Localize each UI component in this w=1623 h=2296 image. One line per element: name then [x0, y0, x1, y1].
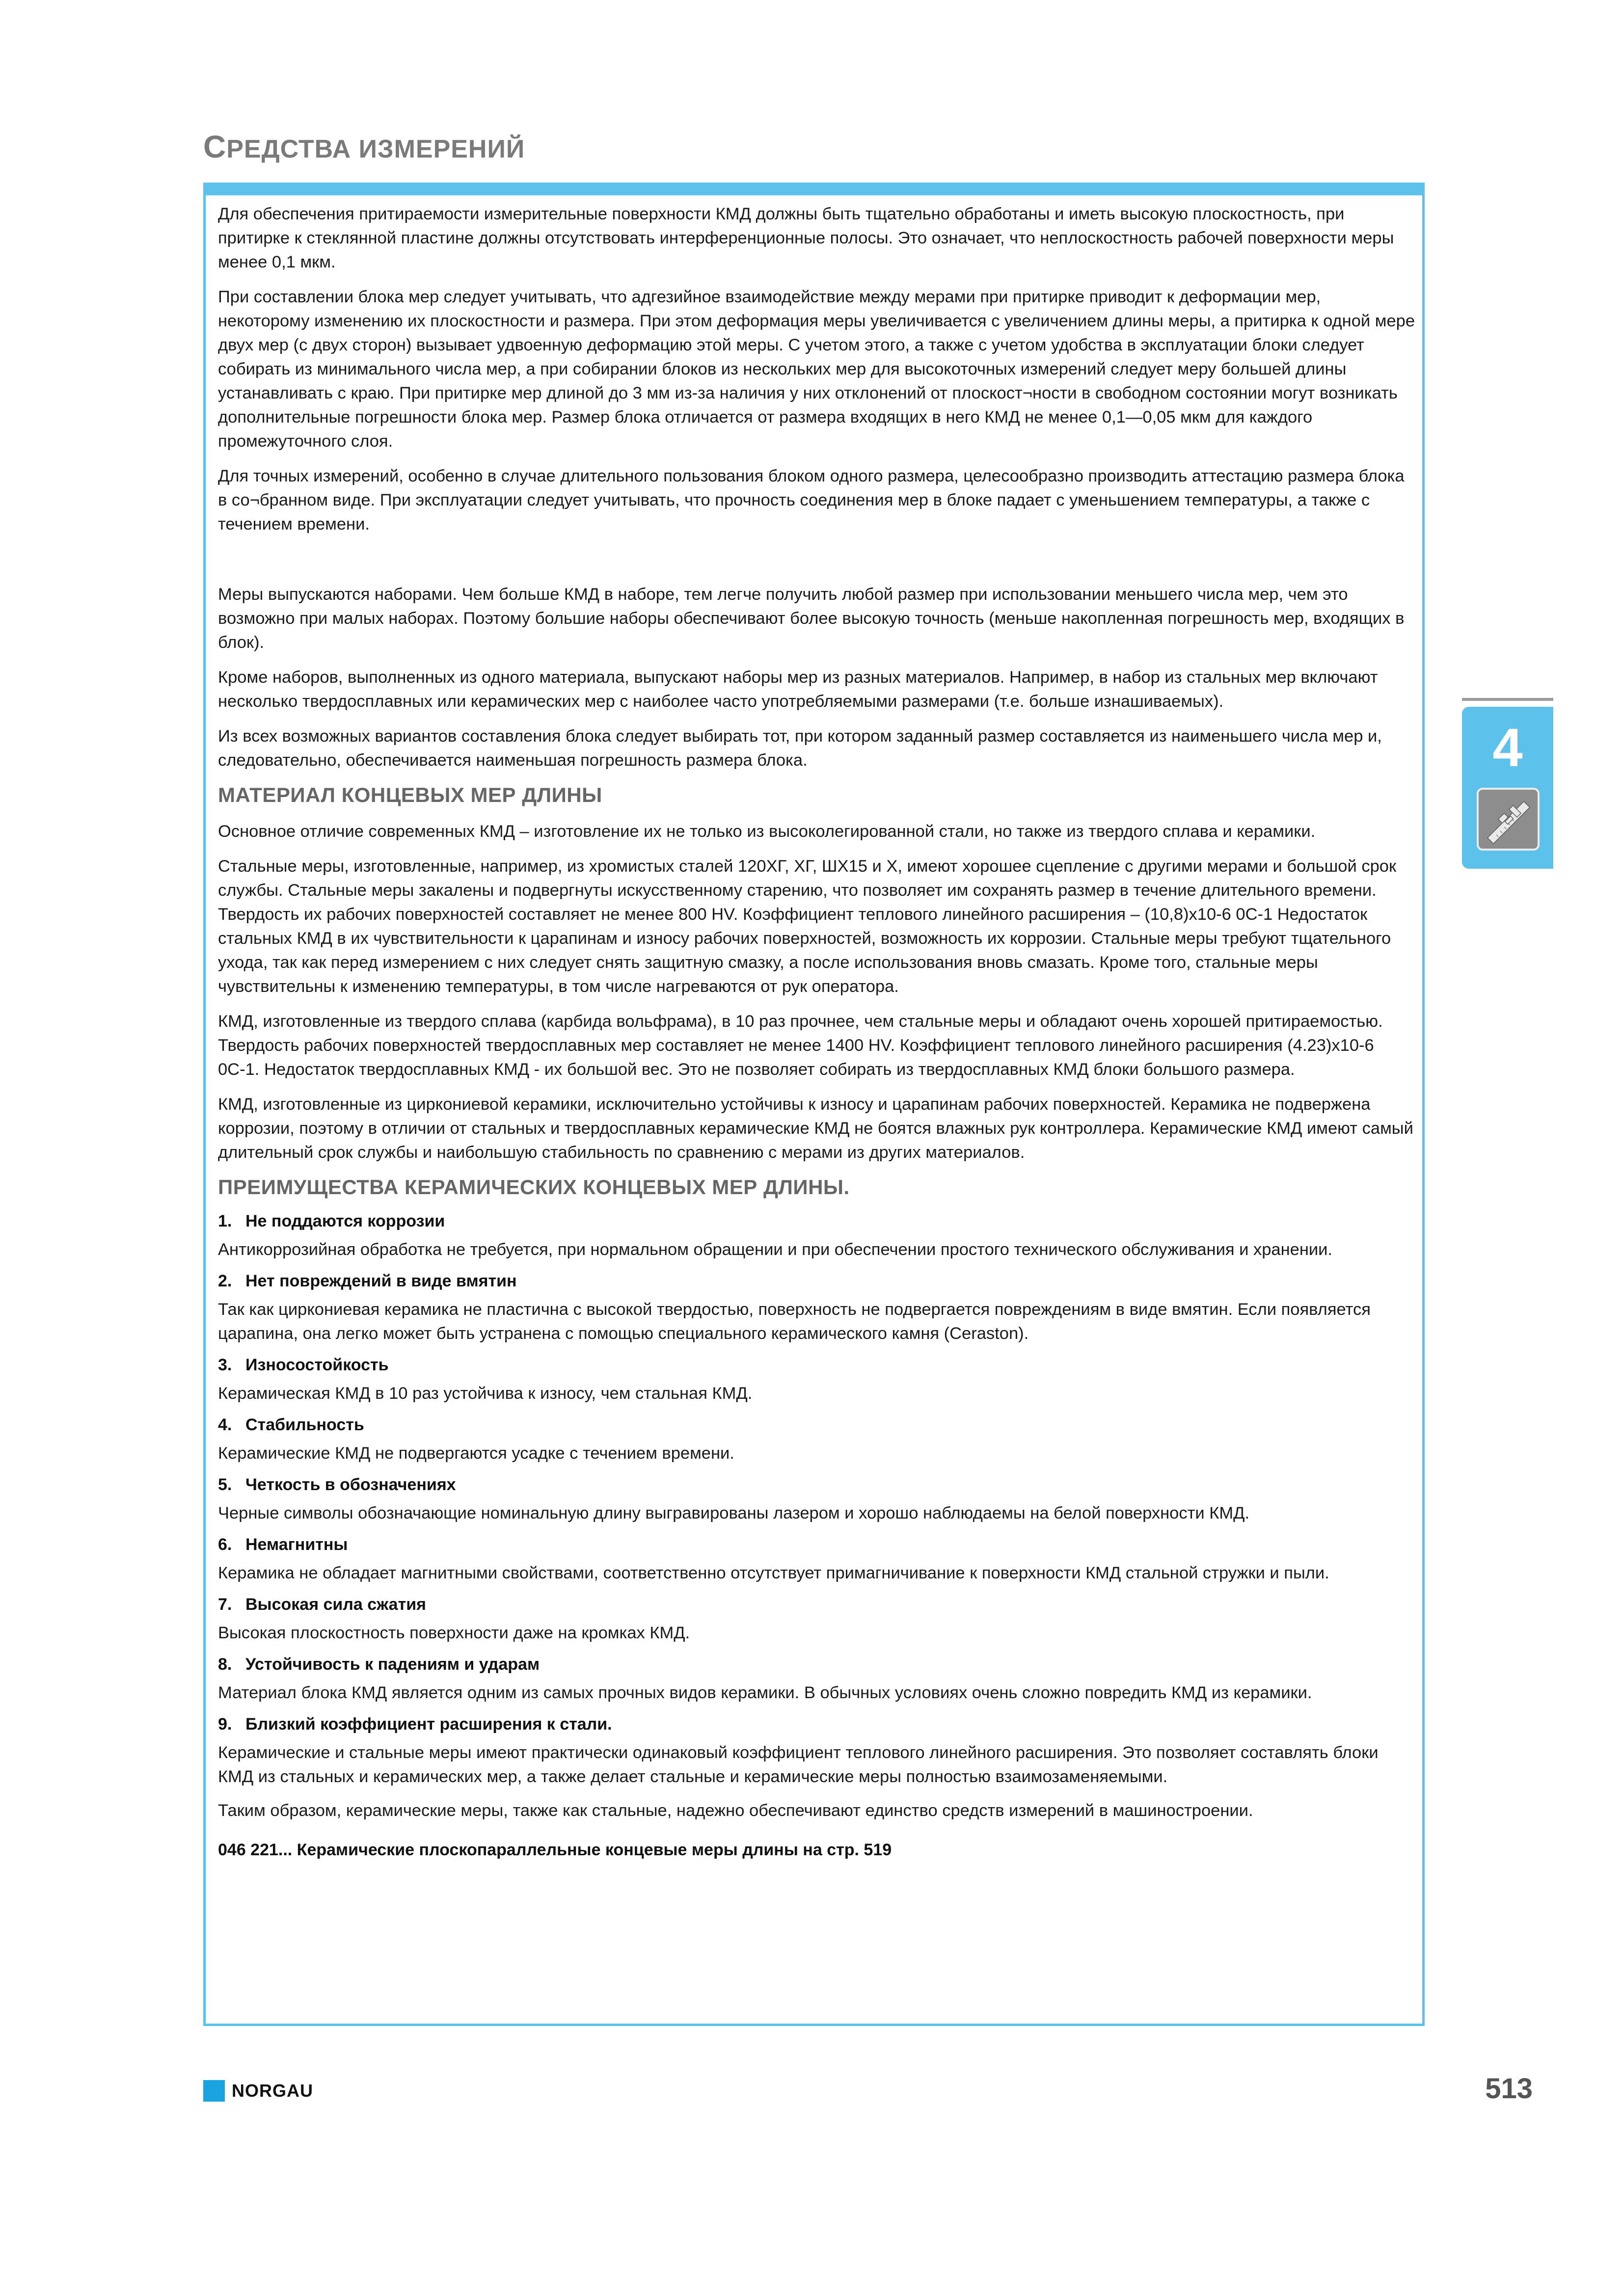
- advantage-text: Керамика не обладает магнитными свойствами, соответственно отсутствует примагничивание к поверхности КМД стальной стружки и пыли.: [218, 1564, 1329, 1582]
- advantage-item: [218, 1715, 1416, 1789]
- advantage-item: [218, 1475, 1416, 1525]
- advantage-number: 9.: [218, 1715, 232, 1734]
- advantage-title: Стабильность: [245, 1415, 364, 1434]
- advantage-title: Износостойкость: [245, 1356, 389, 1374]
- advantage-text: Керамическая КМД в 10 раз устойчива к износу, чем стальная КМД.: [218, 1384, 753, 1403]
- sets-paragraph: Кроме наборов, выполненных из одного материала, выпускают наборы мер из разных материалов. Например, в набор из стальных мер включают несколько твердосплавных или керамических мер с наиболее часто употребляемыми размерами (т.е. больше изнашиваемых).: [218, 668, 1378, 711]
- advantage-item: [218, 1212, 1416, 1262]
- advantage-number: 8.: [218, 1655, 232, 1674]
- advantage-number: 4.: [218, 1415, 232, 1434]
- advantage-title: Высокая сила сжатия: [245, 1595, 426, 1614]
- intro-paragraph: Для точных измерений, особенно в случае длительного пользования блоком одного размера, целесообразно производить аттестацию размера блока в со¬бранном виде. При эксплуатации следует учитывать, что прочность соединения мер в блоке падает с уменьшением температуры, а также с течением времени.: [218, 467, 1405, 534]
- material-paragraph: Основное отличие современных КМД – изготовление их не только из высоколегированной стали, но также из твердого сплава и керамики.: [218, 822, 1316, 841]
- advantage-title: Четкость в обозначениях: [245, 1475, 456, 1494]
- advantage-text: Высокая плоскостность поверхности даже на кромках КМД.: [218, 1624, 690, 1642]
- material-paragraph: Стальные меры, изготовленные, например, из хромистых сталей 120ХГ, ХГ, ШХ15 и Х, имеют хорошее сцепление с другими мерами и большой срок службы. Стальные меры закалены и подвергнуты искусственному старению, что позволяет им сохранять размер в течение длительного времени. Твердость их рабочих поверхностей составляет не менее 800 HV. Коэффициент теплового линейного расширения – (10,8)х10-6 0С-1 Недостаток стальных КМД в их чувствительности к царапинам и износу рабочих поверхностей, возможность их коррозии. Стальные меры требуют тщательного ухода, так как перед измерением с них следует снять защитную смазку, а после использования вновь смазать. Кроме того, стальные меры чувствительны к изменению температуры, в том числе нагреваются от рук оператора.: [218, 857, 1397, 996]
- material-paragraph: КМД, изготовленные из циркониевой керамики, исключительно устойчивы к износу и царапинам рабочих поверхностей. Керамика не подвержена коррозии, поэтому в отличии от стальных и твердосплавных керамические КМД не боятся влажных рук контроллера. Керамические КМД имеют самый длительный срок службы и наибольшую стабильность по сравнению с мерами из других материалов.: [218, 1095, 1413, 1162]
- advantage-text: Материал блока КМД является одним из самых прочных видов керамики. В обычных условиях очень сложно повредить КМД из керамики.: [218, 1683, 1312, 1702]
- sets-paragraph: Из всех возможных вариантов составления блока следует выбирать тот, при котором заданный размер составляется из наименьшего числа мер и, следовательно, обеспечивается наименьшая погрешность размера блока.: [218, 727, 1382, 770]
- advantage-item: [218, 1272, 1416, 1346]
- advantage-text: Керамические и стальные меры имеют практически одинаковый коэффициент теплового линейного расширения. Это позволяет составлять блоки КМД из стальных и керамических мер, а также делает стальные и керамические меры полностью взаимозаменяемыми.: [218, 1743, 1379, 1786]
- chapter-number: 4: [1492, 718, 1523, 778]
- advantage-text: Так как циркониевая керамика не пластична с высокой твердостью, поверхность не подвергается повреждениям в виде вмятин. Если появляется царапина, она легко может быть устранена с помощью специального керамического камня (Ceraston).: [218, 1300, 1371, 1343]
- advantage-item: [218, 1595, 1416, 1645]
- advantage-number: 6.: [218, 1535, 232, 1554]
- advantage-item: [218, 1356, 1416, 1406]
- advantage-title: Нет повреждений в виде вмятин: [245, 1272, 517, 1290]
- advantage-number: 5.: [218, 1475, 232, 1494]
- advantages-heading: ПРЕИМУЩЕСТВА КЕРАМИЧЕСКИХ КОНЦЕВЫХ МЕР ДЛИНЫ.: [218, 1175, 850, 1199]
- advantage-number: 3.: [218, 1356, 232, 1374]
- advantage-item: [218, 1655, 1416, 1705]
- advantage-number: 2.: [218, 1272, 232, 1290]
- brand-name: NORGAU: [232, 2081, 313, 2101]
- material-heading: МАТЕРИАЛ КОНЦЕВЫХ МЕР ДЛИНЫ: [218, 783, 602, 806]
- advantage-title: Не поддаются коррозии: [245, 1212, 445, 1230]
- content-body: [218, 202, 1416, 1860]
- caliper-icon: [1477, 788, 1540, 851]
- advantage-text: Черные символы обозначающие номинальную длину выгравированы лазером и хорошо наблюдаемы на белой поверхности КМД.: [218, 1504, 1250, 1522]
- advantage-number: 1.: [218, 1212, 232, 1230]
- advantage-item: [218, 1535, 1416, 1585]
- advantage-number: 7.: [218, 1595, 232, 1614]
- advantage-text: Антикоррозийная обработка не требуется, при нормальном обращении и при обеспечении простого технического обслуживания и хранении.: [218, 1240, 1333, 1259]
- intro-paragraph: При составлении блока мер следует учитывать, что адгезийное взаимодействие между мерами при притирке приводит к деформации мер, некоторому изменению их плоскостности и размера. При этом деформация меры увеличивается с увеличением длины меры, а притирка к одной мере двух мер (с двух сторон) вызывает удвоенную деформацию этой меры. С учетом этого, а также с учетом удобства в эксплуатации блоки следует собирать из минимального числа мер, а при собирании блоков из нескольких мер для высокоточных измерений следует меру большей длины устанавливать с краю. При притирке мер длиной до 3 мм из-за наличия у них отклонений от плоскост¬ности в свободном состоянии могут возникать дополнительные погрешности блока мер. Размер блока отличается от размера входящих в него КМД не менее 0,1—0,05 мкм для каждого промежуточного слоя.: [218, 288, 1415, 451]
- page-number: 513: [1485, 2073, 1533, 2105]
- intro-paragraph: Для обеспечения притираемости измерительные поверхности КМД должны быть тщательно обработаны и иметь высокую плоскостность, при притирке к стеклянной пластине должны отсутствовать интерференционные полосы. Это означает, что неплоскостность рабочей поверхности меры менее 0,1 мкм.: [218, 205, 1394, 271]
- advantage-title: Немагнитны: [245, 1535, 348, 1554]
- advantage-title: Устойчивость к падениям и ударам: [245, 1655, 540, 1674]
- conclusion-paragraph: Таким образом, керамические меры, также как стальные, надежно обеспечивают единство средств измерений в машиностроении.: [218, 1801, 1253, 1820]
- advantage-text: Керамические КМД не подвергаются усадке с течением времени.: [218, 1444, 734, 1463]
- brand-logo: [203, 2080, 313, 2102]
- advantage-item: [218, 1415, 1416, 1466]
- sets-paragraph: Меры выпускаются наборами. Чем больше КМД в наборе, тем легче получить любой размер при использовании меньшего числа мер, чем это возможно при малых наборах. Поэтому большие наборы обеспечивают более высокую точность (меньше накопленная погрешность мер, входящих в блок).: [218, 585, 1405, 652]
- catalog-reference-link[interactable]: 046 221... Керамические плоскопараллельные концевые меры длины на стр. 519: [218, 1841, 892, 1859]
- tab-divider: [1462, 698, 1553, 701]
- advantage-title: Близкий коэффициент расширения к стали.: [245, 1715, 612, 1734]
- brand-square-icon: [203, 2080, 225, 2102]
- chapter-tab[interactable]: [1462, 707, 1553, 869]
- material-paragraph: КМД, изготовленные из твердого сплава (карбида вольфрама), в 10 раз прочнее, чем стальные меры и обладают очень хорошей притираемостью. Твердость рабочих поверхностей твердосплавных мер составляет не менее 1400 HV. Коэффициент теплового линейного расширения (4.23)х10-6 0С-1. Недостаток твердосплавных КМД - их большой вес. Это не позволяет собирать из твердосплавных КМД блоки большого размера.: [218, 1012, 1383, 1079]
- page-title: СРЕДСТВА ИЗМЕРЕНИЙ: [203, 129, 525, 164]
